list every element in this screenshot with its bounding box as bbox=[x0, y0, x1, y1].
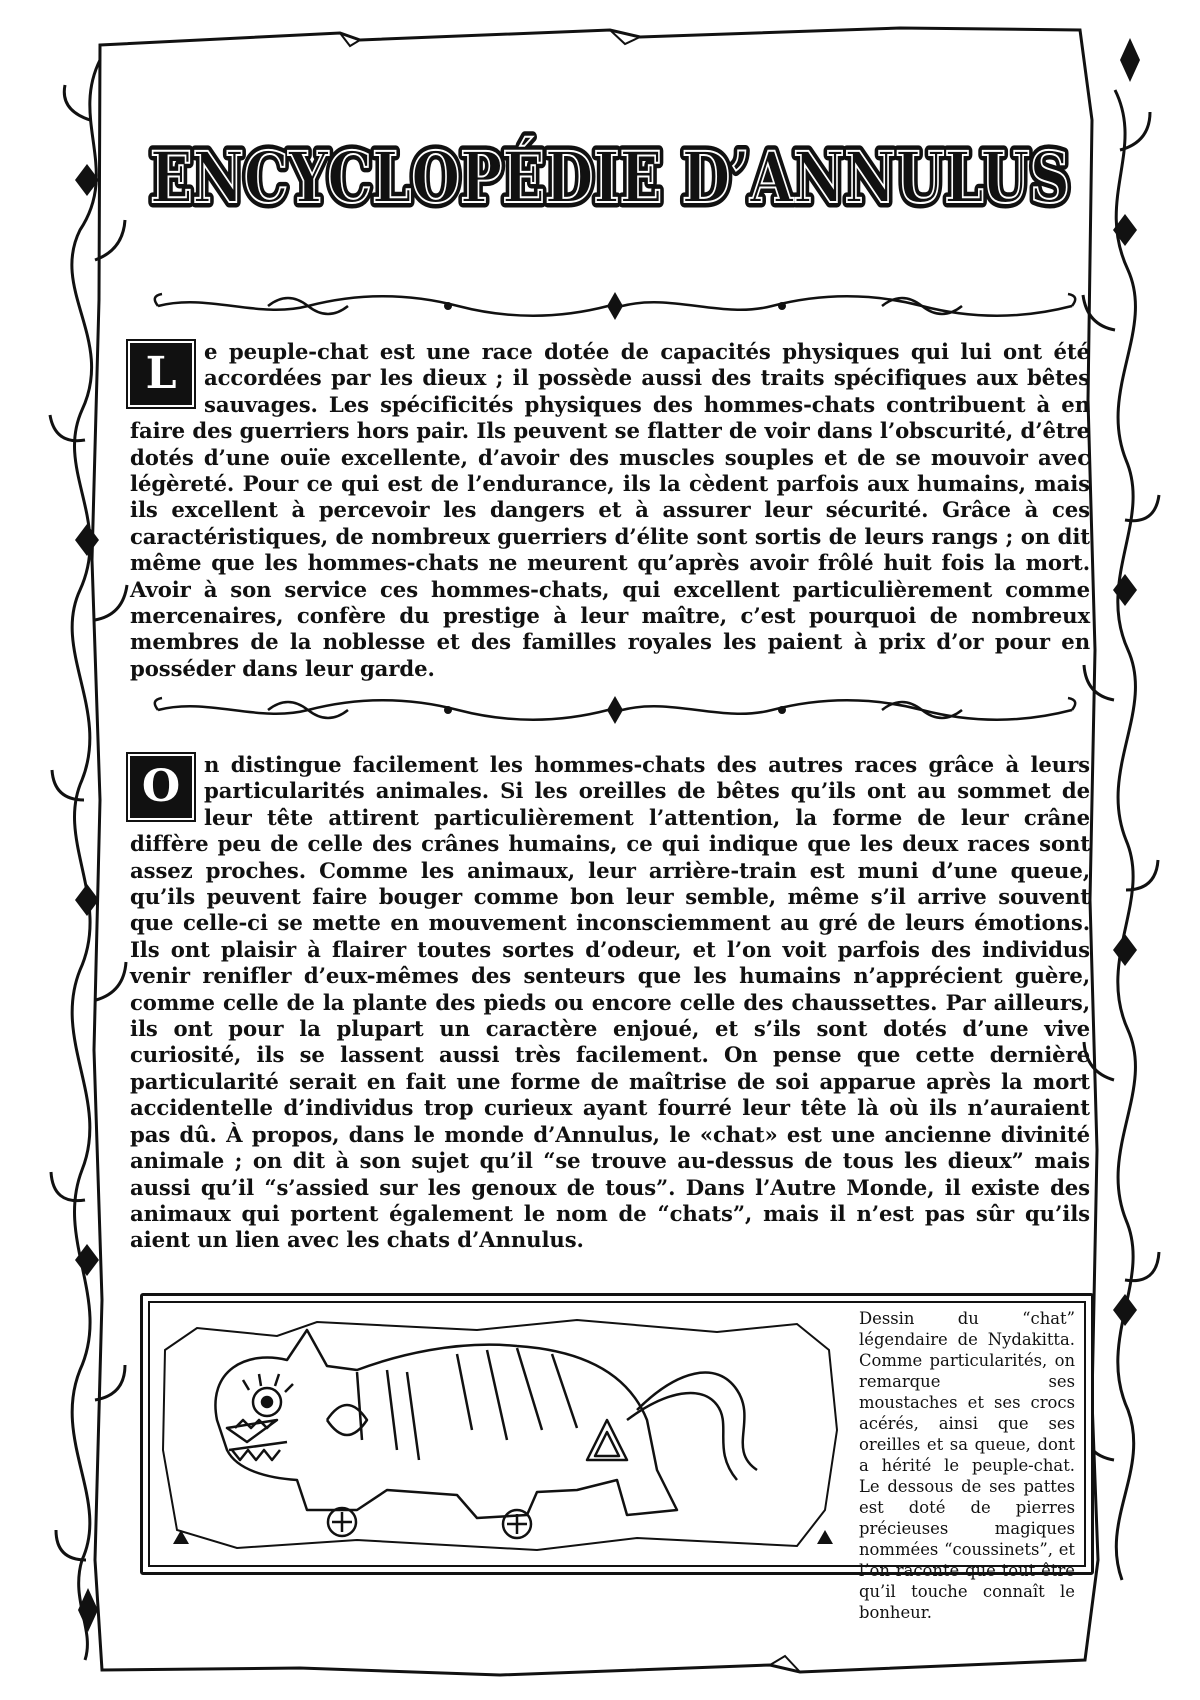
legendary-cat-illustration bbox=[157, 1310, 847, 1558]
paragraph-2 bbox=[130, 752, 1090, 1254]
paragraph-1 bbox=[130, 339, 1090, 682]
ornamental-divider-middle bbox=[148, 693, 1082, 727]
paragraph-1-text: e peuple-chat est une race dotée de capacités physiques qui lui ont été accordées par les dieux ; il possède aussi des traits spécifiques aux bêtes sauvages. Les spécificités physiques des hommes-chats contribuent à en faire des guerriers hors pair. Ils peuvent se flatter de voir dans l’obscurité, d’être dotés d’une ouïe excellente, d’avoir des muscles souples et de se mouvoir avec légèreté. Pour ce qui est de l’endurance, ils la cèdent parfois aux humains, mais ils excellent à percevoir les dangers et à assurer leur sécurité. Grâce à ces caractéristiques, de nombreux guerriers d’élite sont sortis de leurs rangs ; on dit même que les hommes-chats ne meurent qu’après avoir frôlé huit fois la mort. Avoir à son service ces hommes-chats, qui excellent particulièrement comme mercenaires, confère du prestige à leur maître, c’est pourquoi de nombreux membres de la noblesse et des familles royales les paient à prix d’or pour en posséder dans leur garde. bbox=[130, 339, 1090, 681]
dropcap-o: O bbox=[130, 756, 192, 818]
title-text: ENCYCLOPÉDIE D’ANNULUS bbox=[150, 136, 1070, 219]
title-outline: ENCYCLOPÉDIE D’ANNULUS bbox=[150, 136, 1070, 219]
illustration-box bbox=[140, 1293, 1094, 1622]
ornamental-divider-top bbox=[148, 289, 1082, 323]
illustration-caption: Dessin du “chat” légendaire de Nydakitta. Comme particularités, on remarque ses moustaches et ses crocs acérés, ainsi que ses oreilles et sa queue, dont a hérité le peuple-chat. Le dessous de ses pattes est doté de pierres précieuses magiques nommées “coussinets”, et l’on raconte que tout être qu’il touche connaît le bonheur. bbox=[859, 1309, 1075, 1622]
paragraph-2-text: n distingue facilement les hommes-chats des autres races grâce à leurs particularités animales. Si les oreilles de bêtes qu’ils ont au sommet de leur tête attirent particulièrement l’attention, la forme de leur crâne diffère peu de celle des crânes humains, ce qui indique que les deux races sont assez proches. Comme les animaux, leur arrière-train est muni d’une queue, qu’ils peuvent faire bouger comme bon leur semble, même s’il arrive souvent que celle-ci se mette en mouvement inconsciemment au gré de leurs émotions. Ils ont plaisir à flairer toutes sortes d’odeur, et l’on voit parfois des individus venir renifler d’eux-mêmes des senteurs que les humains n’apprécient guère, comme celle de la plante des pieds ou encore celle des chaussettes. Par ailleurs, ils ont pour la plupart un caractère enjoué, et s’ils sont dotés d’une vive curiosité, ils se lassent aussi très facilement. On pense que cette dernière particularité serait en fait une forme de maîtrise de soi apparue après la mort accidentelle d’individus trop curieux ayant fourré leur tête là où ils n’auraient pas dû. À propos, dans le monde d’Annulus, le «chat» est une ancienne divinité animale ; on dit à son sujet qu’il “se trouve au-dessus de tous les dieux” mais aussi qu’il “s’assied sur les genoux de tous”. Dans l’Autre Monde, il existe des animaux qui portent également le nom de “chats”, mais il n’est pas sûr qu’ils aient un lien avec les chats d’Annulus. bbox=[130, 752, 1090, 1253]
dropcap-l: L bbox=[130, 343, 192, 405]
page-title bbox=[130, 130, 1090, 226]
